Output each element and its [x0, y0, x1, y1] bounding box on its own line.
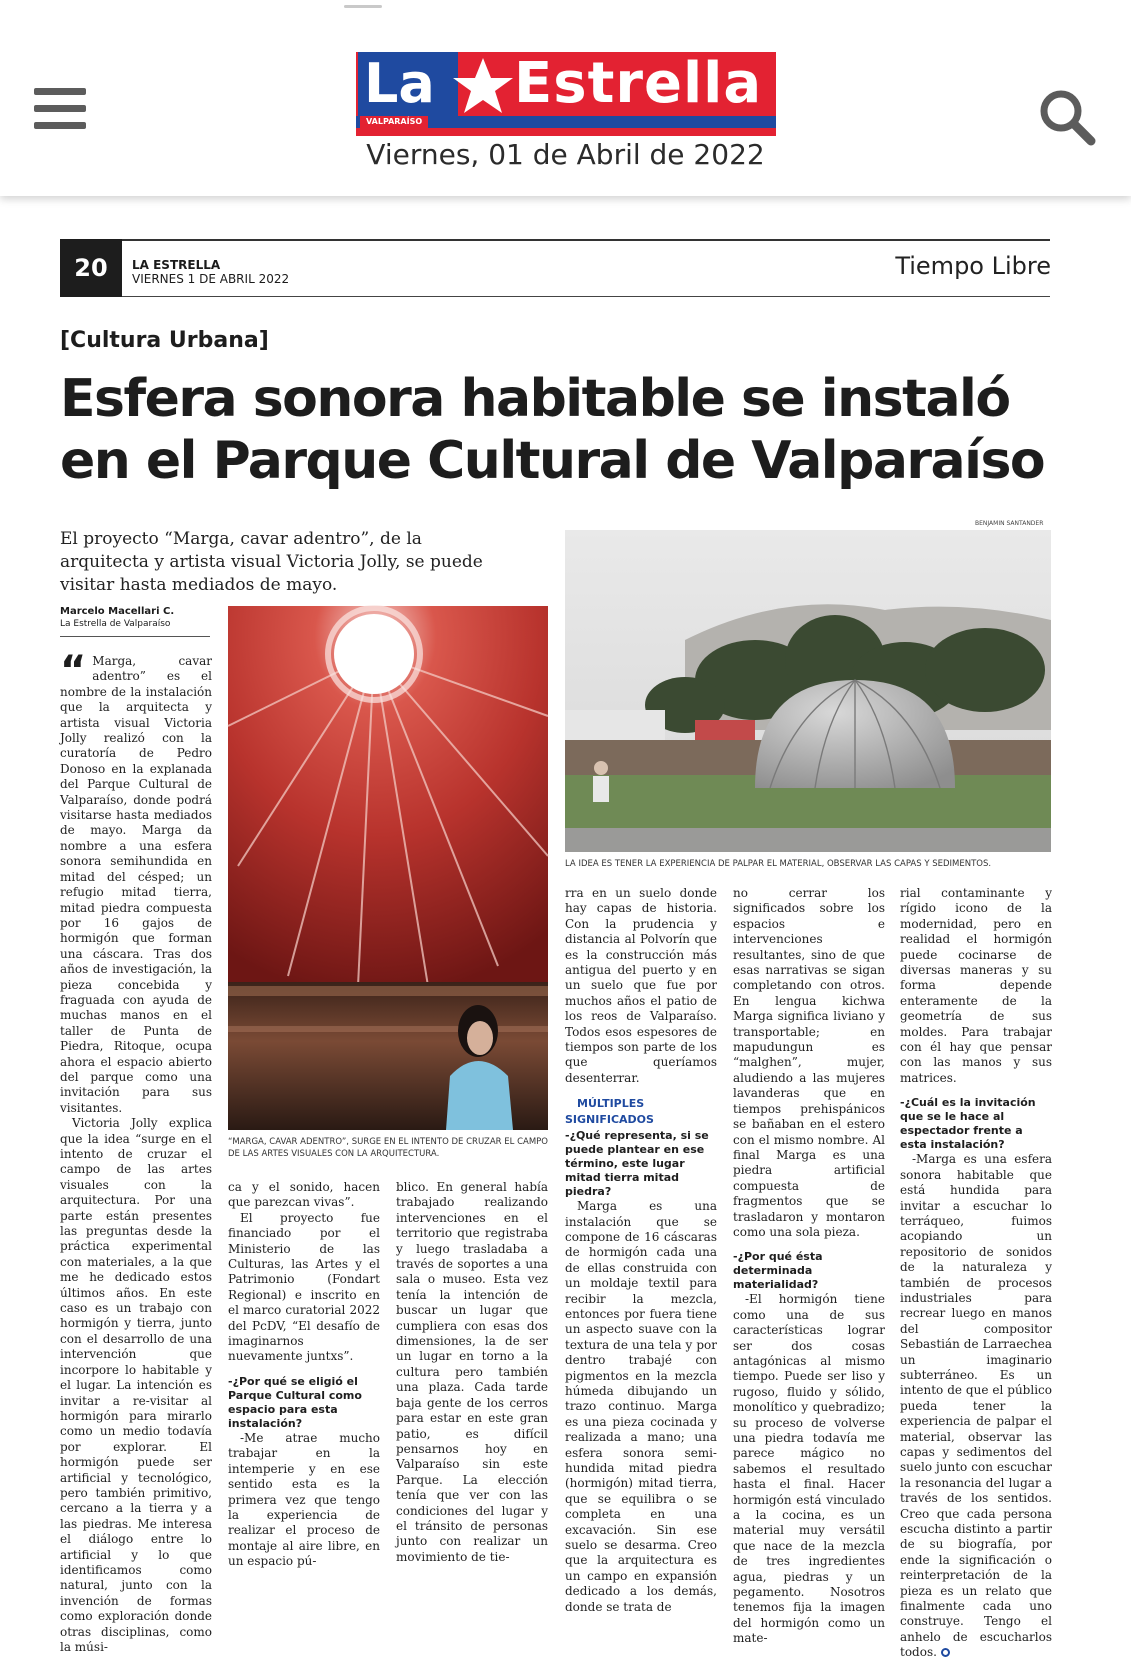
lead-paragraph: “ Marga, cavar adentro” es el nombre de la instalación que la arquitecta y artista visual Victoria Jolly realizó con la curatoría de Pedro Donoso en la explanada del Parque Cultural de Valparaíso, donde podrá visitarse hasta mediados de mayo. Marga da nombre a una esfera sonora semihundida en mitad del césped; un refugio mitad tierra, mitad piedra compuesta por 16 gajos de hormigón que forman una cáscara. Tras dos años de investigación, la pieza concebida y fraguada con ayuda de muchas manos en el taller de Punta de Piedra, Ritoque, ocupa ahora el espacio abierto del parque como una invitación para sus visitantes. — [60, 648, 212, 1115]
publication-name: LA ESTRELLA — [132, 258, 221, 272]
quote-mark-icon: “ — [60, 648, 87, 694]
byline-author: Marcelo Macellari C. — [60, 606, 175, 617]
article-dek: El proyecto “Marga, cavar adentro”, de la arquitecta y artista visual Victoria Jolly, se puede visitar hasta mediados de mayo. — [60, 529, 483, 595]
paragraph: -Marga es una esfera sonora habitable que está hundida para invitar a escuchar lo terráqueo, fuimos acopiando un repositorio de sonidos de la naturaleza y también de procesos industriales para recrear luego en manos del compositor Sebastián de Larraechea un imaginario subterráneo. Es un intento de que el público pueda tener la experiencia de palpar el material, observar las capas y sedimentos del suelo junto con escuchar la resonancia del lugar a través de los sentidos. Creo que cada persona escucha distinto a partir de su biografía, por ende la significación o reinterpretación de la pieza es un relato que finalmente cada uno construye. Tengo el anhelo de escucharlos todos. — [900, 1152, 1052, 1660]
interview-question: -¿Qué representa, si se puede plantear en ese término, este lugar mitad tierra mitad piedra? — [565, 1129, 709, 1199]
paragraph: rial contaminante y rígido icono de la modernidad, pero en realidad el hormigón puede cocinarse de diversas maneras y su forma depende enteramente de la geometría de sus moldes. Para trabajar con él hay que pensar con las manos y sus matrices. — [900, 886, 1052, 1085]
paragraph: El proyecto fue financiado por el Ministerio de las Culturas, las Artes y el Patrimonio (Fondart Regional) e inscrito en el marco curatorial 2022 del PcDV, “El desafío de imaginarnos nuevamente juntxs”. — [228, 1210, 380, 1364]
paragraph: -El hormigón tiene como una de sus características lograr ser dos cosas antagónicas al mismo tiempo. Puede ser liso y rugoso, fluido y sólido, monolítico y quebradizo; su proceso de volverse una piedra todavía me parece mágico no sabemos el resultado hasta el final. Hacer hormigón está vinculado a la cocina, es un material muy versátil que nace de la mezcla de tres ingredientes agua, piedras y un pegamento. Nosotros tenemos fija la imagen del hormigón como un mate- — [733, 1292, 885, 1646]
article-column-6 — [900, 886, 1052, 1660]
interview-question: -¿Por qué se eligió el Parque Cultural como espacio para esta instalación? — [228, 1374, 362, 1430]
paragraph: blico. En general había trabajado realizando intervenciones en el territorio que registraba y luego trasladaba a través de soportes a una sala o museo. Esta vez tenía la intención de buscar un lugar que cumpliera con esas dos dimensiones, la de ser un lugar en torno a la cultura pero también una plaza. Cada tarde baja gente de los cerros para estar en este gran patio, es difícil pensarnos hoy en Valparaíso sin este Parque. La elección tenía que ver con las condiciones del lugar y el tránsito de personas junto con realizar un movimiento de tie- — [396, 1180, 548, 1564]
article-column-3 — [396, 1180, 548, 1564]
photo-credit: BENJAMIN SANTANDER — [975, 520, 1044, 527]
article-column-1 — [60, 648, 212, 1654]
drag-handle[interactable] — [344, 5, 382, 8]
article-headline: Esfera sonora habitable se instaló en el Parque Cultural de Valparaíso — [60, 369, 1045, 491]
paragraph: no cerrar los significados sobre los espacios e intervenciones resultantes, sino de que esas narrativas se sigan completando con otros. En lengua kichwa Marga significa liviano y transportable; en mapudungun es “malghen”, mujer, aludiendo a las mujeres lavanderas que en tiempos prehispánicos se bañaban en el estero con el mismo nombre. Al final Marga es una piedra artificial compuesta de fragmentos que se trasladaron y montaron como una sola pieza. — [733, 886, 885, 1239]
paragraph: ca y el sonido, hacen que parezcan vivas”. — [228, 1180, 380, 1210]
photo-caption-exterior: LA IDEA ES TENER LA EXPERIENCIA DE PALPAR EL MATERIAL, OBSERVAR LAS CAPAS Y SEDIMENTOS. — [565, 859, 992, 869]
magnifier-icon[interactable] — [1036, 86, 1098, 148]
paragraph: rra en un suelo donde hay capas de historia. Con la prudencia y distancia al Polvorín que es la construcción más antigua del puerto y en un suelo que fue por muchos años el patio de los reos de Valparaíso. Todos esos espesores de tiempos son parte de los que queríamos desenterrar. — [565, 886, 717, 1085]
hamburger-menu-icon[interactable] — [34, 88, 86, 136]
photo-dome-interior — [228, 606, 548, 1130]
page-number: 20 — [60, 239, 122, 297]
byline-rule — [60, 636, 210, 637]
logo-city-text: VALPARAÍSO — [360, 116, 428, 128]
photo-caption-interior: “MARGA, CAVAR ADENTRO”, SURGE EN EL INTENTO DE CRUZAR EL CAMPO DE LAS ARTES VISUALES CON LA ARQUITECTURA. — [228, 1137, 548, 1159]
photo-dome-exterior — [565, 530, 1051, 852]
publication-date: VIERNES 1 DE ABRIL 2022 — [132, 272, 290, 286]
end-of-article-icon — [941, 1648, 950, 1657]
article-kicker: [Cultura Urbana] — [60, 328, 269, 353]
paragraph: Victoria Jolly explica que la idea “surge en el intento de cruzar el campo de las artes visuales con la arquitectura. Por una parte están presentes las preguntas desde la práctica experimental con materiales, a la que me he dedicado estos últimos años. En este caso es un trabajo con hormigón y tierra, junto con el desarrollo de una intervención que incorpore lo habitable y el lugar. La intención es invitar a re-visitar al hormigón para mirarlo como un medio todavía por explorar. El hormigón puede ser artificial y tecnológico, pero también primitivo, cercano a la tierra y a las piedras. Me interesa el diálogo entre lo artificial y lo que identificamos como natural, junto con la invención de formas como exploración donde otras disciplinas, como la músi- — [60, 1116, 212, 1654]
app-header — [0, 0, 1131, 196]
paragraph: -Me atrae mucho trabajar en la intemperie y en ese sentido esta es la primera vez que tengo la experiencia de realizar el proceso de montaje al aire libre, en un espacio pú- — [228, 1430, 380, 1569]
star-icon — [450, 56, 516, 116]
interview-question: -¿Cuál es la invitación que se le hace al espectador frente a esta instalación? — [900, 1096, 1036, 1152]
header-rule — [60, 296, 1050, 297]
paragraph: Marga es una instalación que se compone de 16 cáscaras de hormigón cada una de ellas construida con un moldaje textil para recibir la mezcla, entonces por fuera tiene un aspecto suave con la textura de una tela y por dentro trabajé con pigmentos en la mezcla húmeda dibujando un trazo continuo. Marga es una pieza cocinada y realizada a mano; una esfera sonora semi-hundida mitad piedra (hormigón) mitad tierra, que se equilibra o se completa en una excavación. Sin ese suelo se desarma. Creo que la arquitectura es un campo en expansión dedicado a los demás, donde se trata de — [565, 1199, 717, 1614]
section-name: Tiempo Libre — [895, 252, 1051, 280]
article-subhead: MÚLTIPLES SIGNIFICADOS — [565, 1097, 654, 1126]
article-column-5 — [733, 886, 885, 1646]
header-rule — [60, 239, 1050, 241]
edition-date: Viernes, 01 de Abril de 2022 — [366, 138, 765, 171]
logo-estrella-text: Estrella — [514, 51, 763, 116]
article-column-2 — [228, 1180, 380, 1569]
byline-organization: La Estrella de Valparaíso — [60, 619, 171, 629]
article-column-4 — [565, 886, 717, 1614]
logo-la-text: La — [358, 52, 458, 116]
la-estrella-logo[interactable] — [356, 52, 776, 136]
interview-question: -¿Por qué ésta determinada materialidad? — [733, 1250, 823, 1292]
